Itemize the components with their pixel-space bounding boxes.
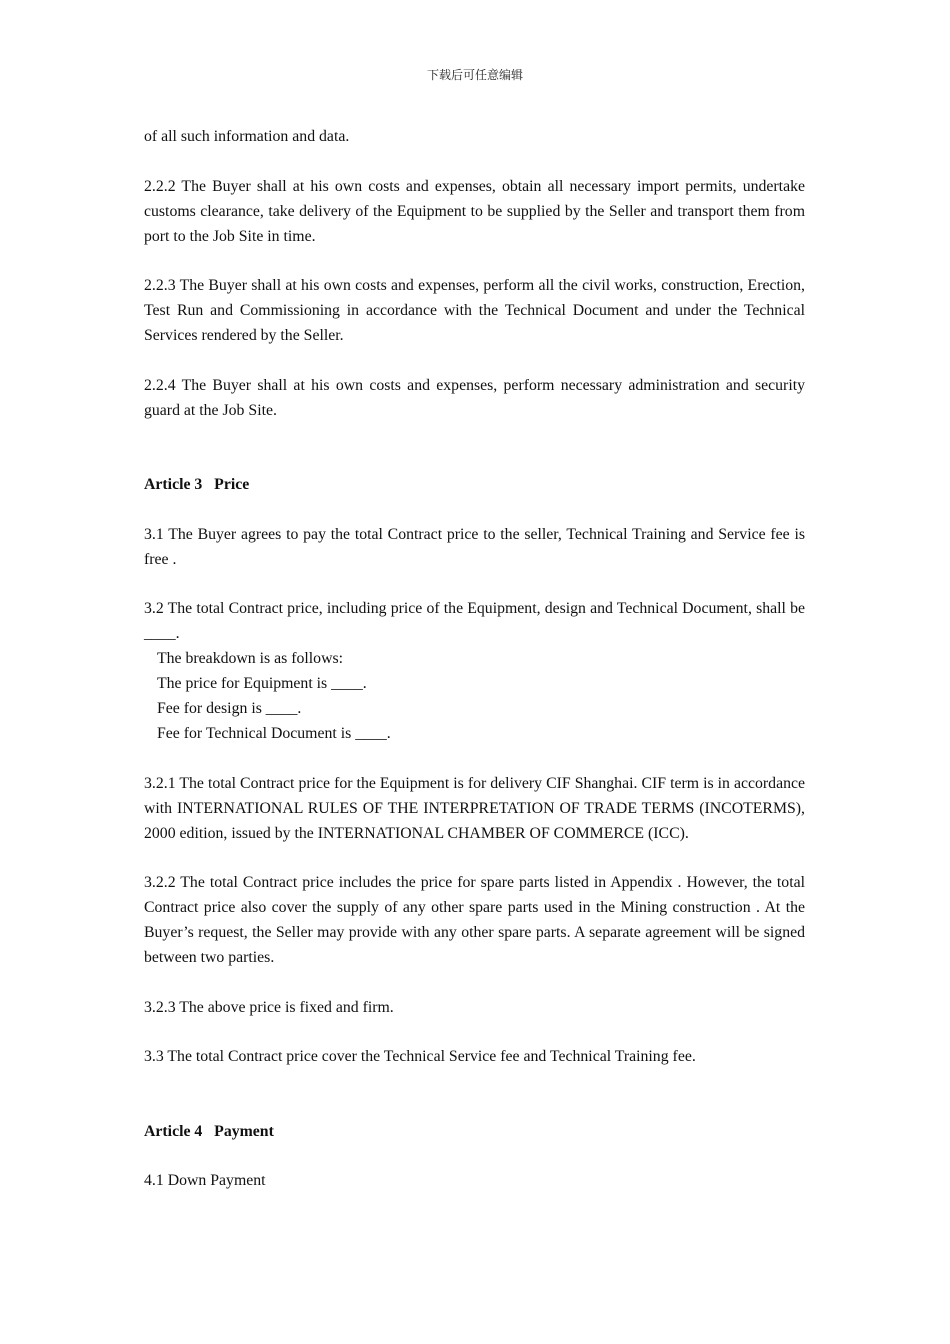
paragraph-3-2-1: 3.2.1 The total Contract price for the Equipment is for delivery CIF Shanghai. CIF term is in accordance with INTERNATIONAL RULES OF THE INTERPRETATION OF TRADE TERMS (INCOTERMS), 2000 edition, issued by the INTERNATIONAL CHAMBER OF COMMERCE (ICC).	[144, 774, 805, 842]
paragraph-continuation: of all such information and data.	[144, 128, 350, 145]
breakdown-design: Fee for design is ____.	[157, 700, 302, 717]
page-header-note: 下载后可任意编辑	[426, 68, 523, 82]
article-4-heading: Article 4 Payment	[144, 1122, 274, 1140]
paragraph-3-3: 3.3 The total Contract price cover the Technical Service fee and Technical Training fee.	[144, 1048, 696, 1065]
paragraph-3-1: 3.1 The Buyer agrees to pay the total Contract price to the seller, Technical Training and Service fee is free .	[144, 525, 805, 568]
document-body	[144, 124, 805, 1218]
paragraph-2-2-4: 2.2.4 The Buyer shall at his own costs and expenses, perform necessary administration and security guard at the Job Site.	[144, 376, 805, 419]
paragraph-2-2-3: 2.2.3 The Buyer shall at his own costs and expenses, perform all the civil works, construction, Erection, Test Run and Commissioning in accordance with the Technical Document and under the Technical Services rendered by the Seller.	[144, 277, 805, 344]
spacer	[144, 447, 805, 472]
breakdown-intro: The breakdown is as follows:	[157, 650, 344, 667]
breakdown-technical-document: Fee for Technical Document is ____.	[157, 725, 391, 742]
paragraph-3-2: 3.2 The total Contract price, including price of the Equipment, design and Technical Document, shall be ____.	[144, 600, 805, 642]
spacer	[144, 1094, 805, 1119]
paragraph-2-2-2: 2.2.2 The Buyer shall at his own costs and expenses, obtain all necessary import permits, undertake customs clearance, take delivery of the Equipment to be supplied by the Seller and transport them from port to the Job Site in time.	[144, 177, 805, 245]
paragraph-3-2-block	[144, 596, 805, 746]
paragraph-4-1: 4.1 Down Payment	[144, 1172, 266, 1189]
article-3-heading: Article 3 Price	[144, 476, 250, 493]
paragraph-3-2-3: 3.2.3 The above price is fixed and firm.	[144, 998, 394, 1016]
paragraph-3-2-2: 3.2.2 The total Contract price includes the price for spare parts listed in Appendix . However, the total Contract price also cover the supply of any other spare parts used in the Mining construction . At the Buyer’s request, the Seller may provide with any other spare parts. A separate agreement will be signed between two parties.	[144, 874, 805, 966]
breakdown-equipment: The price for Equipment is ____.	[157, 675, 367, 692]
